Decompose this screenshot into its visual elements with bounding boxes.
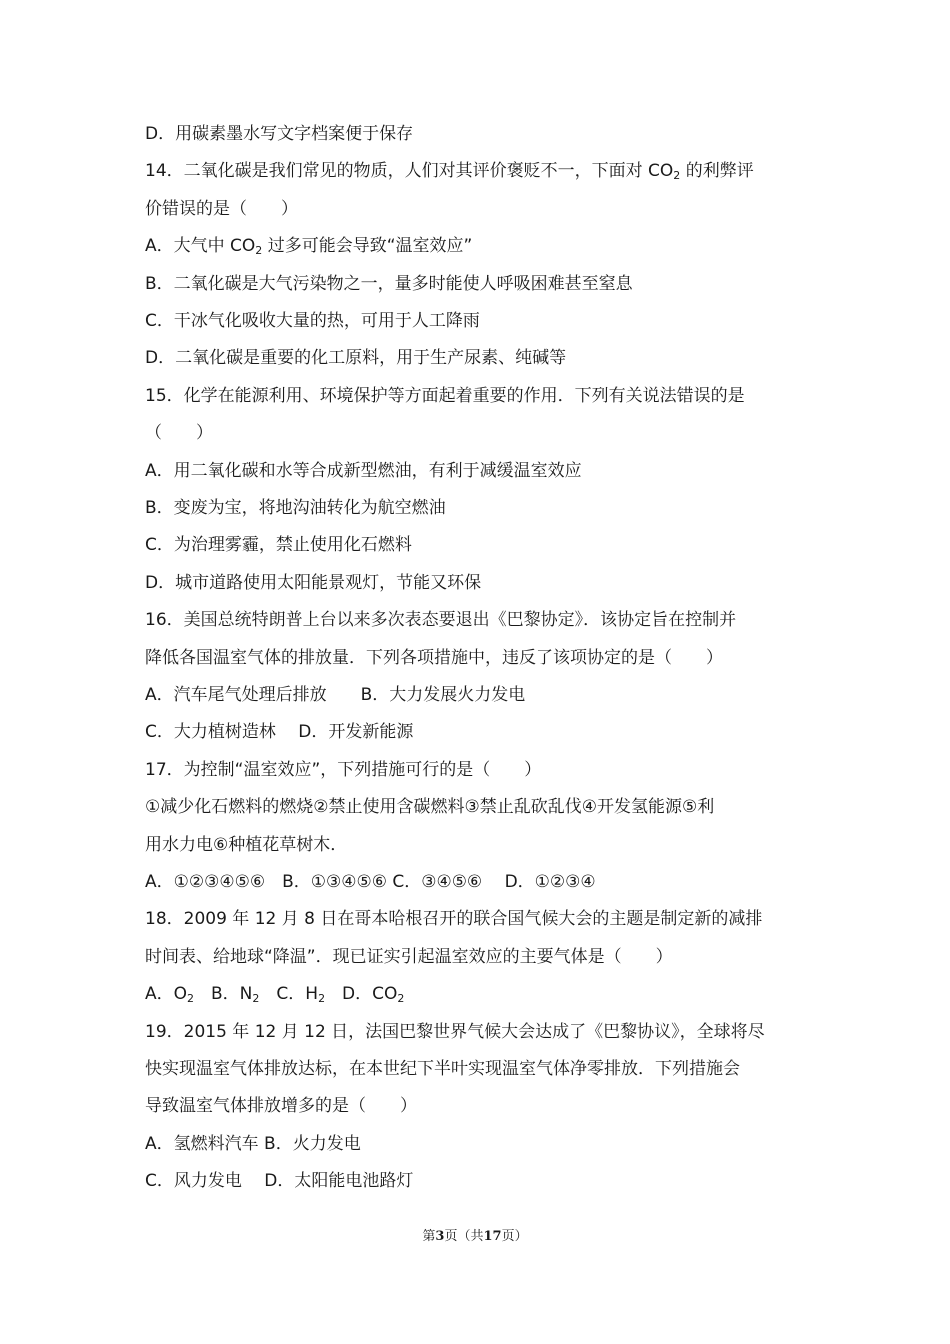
text-line [145,759,815,781]
text-run: A．①②③④⑤⑥ B．①③④⑤⑥ C．③④⑤⑥ D．①②③④ [145,872,596,892]
text-line [145,946,815,968]
text-line [145,123,815,145]
text-run: B．变废为宝，将地沟油转化为航空燃油 [145,498,446,518]
text-line [145,310,815,332]
text-run: 14．二氧化碳是我们常见的物质，人们对其评价褒贬不一，下面对 CO [145,161,674,181]
text-run: B．N [194,984,253,1004]
text-run: A．汽车尾气处理后排放 B．大力发展火力发电 [145,685,526,705]
text-line [145,198,815,220]
footer-page-number: 3 [435,1229,445,1244]
text-run: C．干冰气化吸收大量的热，可用于人工降雨 [145,311,480,331]
text-run: 时间表、给地球“降温”．现已证实引起温室效应的主要气体是（ ） [145,947,673,967]
text-run: ①减少化石燃料的燃烧②禁止使用含碳燃料③禁止乱砍乱伐④开发氢能源⑤利 [145,797,715,817]
subscript: 2 [255,244,263,257]
text-run: 15．化学在能源利用、环境保护等方面起着重要的作用．下列有关说法错误的是 [145,386,745,406]
subscript: 2 [252,992,260,1005]
footer-suffix: 页） [501,1229,528,1244]
text-line [145,1095,815,1117]
text-line [145,1058,815,1080]
text-line [145,647,815,669]
subscript: 2 [673,169,681,182]
text-run: B．二氧化碳是大气污染物之一，量多时能使人呼吸困难甚至窒息 [145,274,633,294]
text-run: （ ） [145,423,213,443]
text-line [145,983,815,1005]
text-line [145,422,815,444]
text-run: 16．美国总统特朗普上台以来多次表态要退出《巴黎协定》．该协定旨在控制并 [145,610,737,630]
subscript: 2 [397,992,405,1005]
page-footer [0,1228,950,1246]
text-run: A．大气中 CO [145,236,256,256]
text-run: 17．为控制“温室效应”，下列措施可行的是（ ） [145,760,542,780]
text-run: D．CO [325,984,398,1004]
text-line [145,796,815,818]
text-run: 用水力电⑥种植花草树木． [145,835,348,855]
footer-prefix: 第 [422,1229,436,1244]
text-line [145,497,815,519]
text-run: 价错误的是（ ） [145,199,298,219]
text-run: D．二氧化碳是重要的化工原料，用于生产尿素、纯碱等 [145,348,567,368]
text-line [145,721,815,743]
text-line [145,460,815,482]
text-line [145,609,815,631]
text-line [145,534,815,556]
text-run: 降低各国温室气体的排放量．下列各项措施中，违反了该项协定的是（ ） [145,648,723,668]
subscript: 2 [318,992,326,1005]
text-run: D．城市道路使用太阳能景观灯，节能又环保 [145,573,482,593]
text-run: C．大力植树造林 D．开发新能源 [145,722,414,742]
text-run: 导致温室气体排放增多的是（ ） [145,1096,417,1116]
text-run: 18．2009 年 12 月 8 日在哥本哈根召开的联合国气候大会的主题是制定新的减排 [145,909,763,929]
text-line [145,1170,815,1192]
text-run: 的利弊评 [680,161,754,181]
text-line [145,1133,815,1155]
text-run: C．H [259,984,319,1004]
text-run: A．氢燃料汽车 B．火力发电 [145,1134,361,1154]
text-line [145,834,815,856]
text-line [145,572,815,594]
footer-total-pages: 17 [483,1229,502,1244]
text-run: 快实现温室气体排放达标，在本世纪下半叶实现温室气体净零排放．下列措施会 [145,1059,740,1079]
text-line [145,273,815,295]
text-run: A．O [145,984,188,1004]
text-line [145,385,815,407]
text-line [145,684,815,706]
text-run: C．为治理雾霾，禁止使用化石燃料 [145,535,412,555]
subscript: 2 [187,992,195,1005]
text-line [145,235,815,257]
text-run: D．用碳素墨水写文字档案便于保存 [145,124,414,144]
footer-middle: 页（共 [444,1229,484,1244]
text-line [145,347,815,369]
text-run: 过多可能会导致“温室效应” [262,236,473,256]
text-run: C．风力发电 D．太阳能电池路灯 [145,1171,414,1191]
text-line [145,1021,815,1043]
text-run: 19．2015 年 12 月 12 日，法国巴黎世界气候大会达成了《巴黎协议》，全球将尽 [145,1022,765,1042]
text-line [145,160,815,182]
text-run: A．用二氧化碳和水等合成新型燃油，有利于减缓温室效应 [145,461,582,481]
text-line [145,871,815,893]
text-line [145,908,815,930]
